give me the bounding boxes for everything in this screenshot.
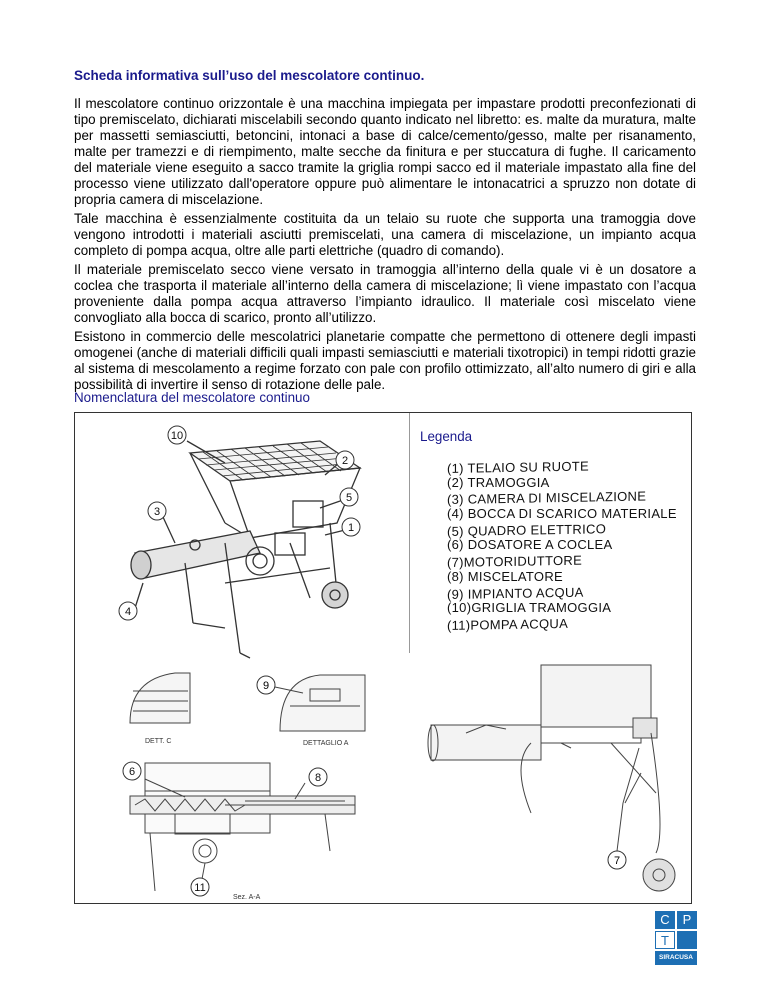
callout-6: 6 [128, 766, 136, 778]
legend-item: (5) QUADRO ELETTRICO [447, 520, 607, 539]
detail-drawings [75, 661, 405, 751]
callout-7: 7 [613, 855, 621, 867]
legend-item: (4) BOCCA DI SCARICO MATERIALE [447, 506, 677, 522]
legend-title: Legenda [420, 429, 473, 444]
section-heading: Nomenclatura del mescolatore continuo [74, 390, 310, 405]
paragraph: Tale macchina è essenzialmente costituita da un telaio su ruote che supporta una tramoggia dove vengono introdotti i materiali asciutti premiscelati, una camera di miscelazione, un impianto acqua completo di pompa acqua, oltre alle parti elettriche (quadro di comando). [74, 211, 696, 258]
callout-1: 1 [347, 522, 355, 534]
callout-9: 9 [262, 680, 270, 692]
section-aa-drawing [75, 751, 405, 903]
logo-letter: P [677, 911, 697, 929]
callout-11: 11 [194, 882, 206, 894]
mixer-main-drawing [75, 413, 405, 663]
callout-2: 2 [341, 455, 349, 467]
legend-item: (7)MOTORIDUTTORE [447, 552, 583, 571]
callout-4: 4 [124, 606, 132, 618]
paragraph: Il materiale premiscelato secco viene versato in tramoggia all’interno della quale vi è un dosatore a coclea che trasporta il materiale all’interno della camera di miscelazione; lì viene impastato con l’acqua proveniente dalla pompa acqua attraverso l’impianto idraulico. Il materiale così miscelato viene convogliato alla bocca di scarico, pronto all’utilizzo. [74, 262, 696, 325]
logo-letter: C [655, 911, 675, 929]
page-title: Scheda informativa sull’uso del mescolatore continuo. [74, 68, 425, 83]
legend-item: (8) MISCELATORE [447, 568, 563, 584]
legend-item: (1) TELAIO SU RUOTE [447, 458, 589, 477]
callout-3: 3 [153, 506, 161, 518]
logo-letter: T [655, 931, 675, 949]
callout-5: 5 [345, 492, 353, 504]
figure-divider [409, 413, 410, 653]
nomenclature-figure [74, 412, 692, 904]
mixer-side-drawing [411, 653, 691, 903]
legend-list [447, 459, 677, 632]
callout-8: 8 [314, 772, 322, 784]
legend-item: (6) DOSATORE A COCLEA [447, 537, 613, 553]
legend-item: (9) IMPIANTO ACQUA [447, 584, 584, 602]
legend-item: (3) CAMERA DI MISCELAZIONE [447, 488, 647, 508]
caption-dett-c: DETT. C [145, 738, 172, 745]
callout-10: 10 [170, 430, 184, 442]
paragraph: Il mescolatore continuo orizzontale è una macchina impiegata per impastare prodotti preconfezionati di tipo premiscelato, dichiarati miscelabili secondo quanto indicato nel libretto: es. malte da muratura, malte per massetti semiasciutti, betoncini, intonaci a base di calce/cemento/gesso, malte per risanamento, malte per tramezzi e di riempimento, malte secche da finitura e per stuccatura di fughe. Il caricamento del materiale viene eseguito a sacco tramite la griglia rompi sacco ed il materiale impastato alla fine del processo viene utilizzato dall'operatore oppure può alimentare le intonacatrici a spruzzo non dotate di propria camera di miscelazione. [74, 96, 696, 207]
paragraph: Esistono in commercio delle mescolatrici planetarie compatte che permettono di ottenere degli impasti omogenei (anche di materiali difficili quali impasti semiasciutti e materiali tixotropici) in tempi ridotti grazie al sistema di mescolamento a regime forzato con pale con profilo ottimizzato, all’alto numero di giri e alla possibilità di invertire il senso di rotazione delle pale. [74, 329, 696, 392]
logo-block [677, 931, 697, 949]
legend-item: (10)GRIGLIA TRAMOGGIA [447, 600, 612, 616]
caption-dettaglio-a: DETTAGLIO A [303, 740, 349, 747]
logo-subtitle: SIRACUSA [655, 951, 697, 965]
legend-item: (2) TRAMOGGIA [447, 474, 550, 490]
caption-sez-aa: Sez. A-A [233, 894, 261, 901]
body-text [74, 96, 696, 396]
cpt-siracusa-logo [655, 911, 697, 969]
legend-item: (11)POMPA ACQUA [447, 615, 569, 633]
